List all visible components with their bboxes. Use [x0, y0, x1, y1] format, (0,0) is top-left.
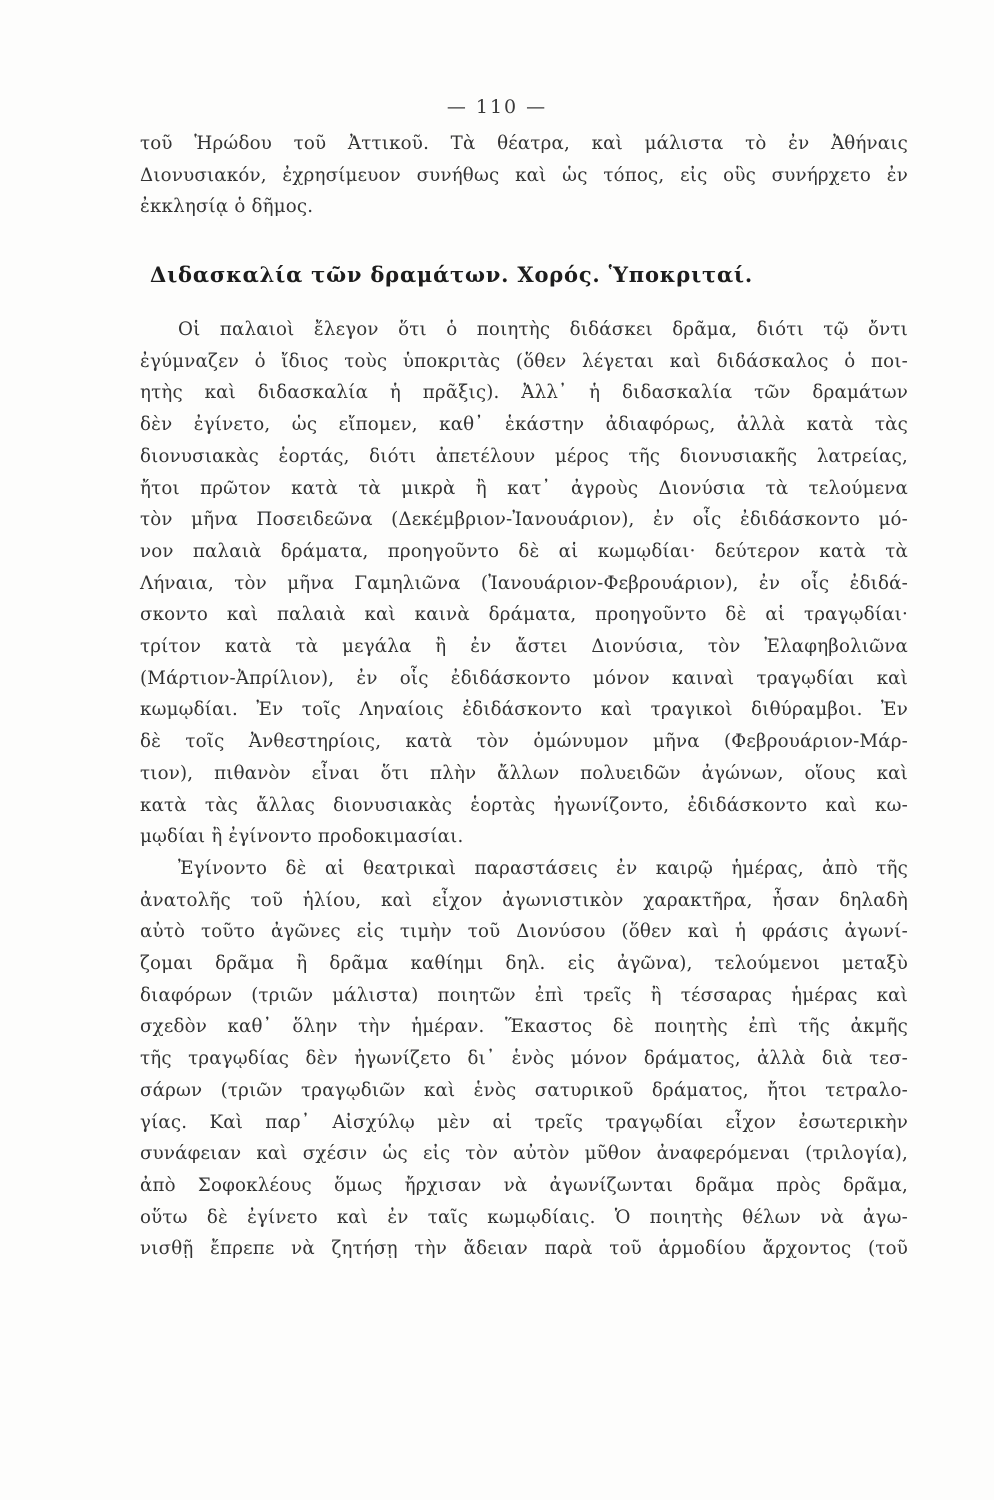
text-line: Οἱ παλαιοὶ ἔλεγον ὅτι ὁ ποιητὴς διδάσκει δρᾶμα, διότι τῷ ὄντι [178, 319, 908, 340]
text-line: τοῦ Ἡρώδου τοῦ Ἀττικοῦ. Τὰ θέατρα, καὶ μάλιστα τὸ ἐν Ἀθήναις [140, 133, 908, 154]
text-line: ἤτοι πρῶτον κατὰ τὰ μικρὰ ἢ κατ᾽ ἀγροὺς Διονύσια τὰ τελούμενα [140, 477, 908, 499]
main-text [140, 314, 908, 1265]
text-line: δὲ τοῖς Ἀνθεστηρίοις, κατὰ τὸν ὁμώνυμον μῆνα (Φεβρουάριον-Μάρ- [140, 731, 908, 753]
text-line: δὲν ἐγίνετο, ὡς εἴπομεν, καθ᾽ ἑκάστην ἀδιαφόρως, ἀλλὰ κατὰ τὰς [140, 414, 908, 436]
intro-paragraph [140, 128, 908, 223]
section-heading: Διδασκαλία τῶν δραμάτων. Χορός. Ὑποκριταί. [150, 262, 753, 287]
text-line: Ἐγίνοντο δὲ αἱ θεατρικαὶ παραστάσεις ἐν καιρῷ ἡμέρας, ἀπὸ τῆς [178, 857, 908, 879]
text-line: νισθῇ ἔπρεπε νὰ ζητήσῃ τὴν ἄδειαν παρὰ τοῦ ἁρμοδίου ἄρχοντος (τοῦ [140, 1238, 908, 1260]
text-line: τῆς τραγῳδίας δὲν ἠγωνίζετο δι᾽ ἑνὸς μόνον δράματος, ἀλλὰ διὰ τεσ- [140, 1048, 908, 1070]
text-line: τρίτον κατὰ τὰ μεγάλα ἢ ἐν ἄστει Διονύσια, τὸν Ἐλαφηβολιῶνα [140, 636, 908, 658]
text-line: κατὰ τὰς ἄλλας διονυσιακὰς ἑορτὰς ἠγωνίζοντο, ἐδιδάσκοντο καὶ κω- [140, 794, 908, 816]
text-line: τὸν μῆνα Ποσειδεῶνα (Δεκέμβριον-Ἰανουάριον), ἐν οἷς ἐδιδάσκοντο μό- [140, 509, 908, 531]
text-line: ἐγύμναζεν ὁ ἴδιος τοὺς ὑποκριτὰς (ὅθεν λέγεται καὶ διδάσκαλος ὁ ποι- [140, 350, 908, 372]
text-line: ἐκκλησίᾳ ὁ δῆμος. [140, 196, 314, 218]
text-line: γίας. Καὶ παρ᾽ Αἰσχύλῳ μὲν αἱ τρεῖς τραγῳδίαι εἶχον ἐσωτερικὴν [140, 1111, 908, 1133]
text-line: Διονυσιακόν, ἐχρησίμευον συνήθως καὶ ὡς τόπος, εἰς οὓς συνήρχετο ἐν [140, 164, 908, 186]
text-line: ζομαι δρᾶμα ἢ δρᾶμα καθίημι δηλ. εἰς ἀγῶνα), τελούμενοι μεταξὺ [140, 953, 908, 975]
text-line: τιον), πιθανὸν εἶναι ὅτι πλὴν ἄλλων πολυειδῶν ἀγώνων, οἵους καὶ [140, 762, 908, 784]
text-line: αὐτὸ τοῦτο ἀγῶνες εἰς τιμὴν τοῦ Διονύσου (ὅθεν καὶ ἡ φράσις ἀγωνί- [140, 921, 908, 943]
text-line: μῳδίαι ἢ ἐγίνοντο προδοκιμασίαι. [140, 826, 464, 848]
text-line: σάρων (τριῶν τραγῳδιῶν καὶ ἑνὸς σατυρικοῦ δράματος, ἤτοι τετραλο- [140, 1079, 908, 1101]
text-line: συνάφειαν καὶ σχέσιν ὡς εἰς τὸν αὐτὸν μῦθον ἀναφερόμεναι (τριλογία), [140, 1143, 908, 1165]
text-line: οὕτω δὲ ἐγίνετο καὶ ἐν ταῖς κωμῳδίαις. Ὁ ποιητὴς θέλων νὰ ἀγω- [140, 1206, 908, 1228]
text-line: Λήναια, τὸν μῆνα Γαμηλιῶνα (Ἰανουάριον-Φεβρουάριον), ἐν οἷς ἐδιδά- [140, 572, 908, 594]
text-line: νον παλαιὰ δράματα, προηγοῦντο δὲ αἱ κωμῳδίαι· δεύτερον κατὰ τὰ [140, 540, 908, 562]
text-line: ἀπὸ Σοφοκλέους ὅμως ἤρχισαν νὰ ἀγωνίζωνται δρᾶμα πρὸς δρᾶμα, [140, 1174, 908, 1196]
text-line: ἀνατολῆς τοῦ ἡλίου, καὶ εἶχον ἀγωνιστικὸν χαρακτῆρα, ἦσαν δηλαδὴ [140, 889, 908, 911]
text-line: σκοντο καὶ παλαιὰ καὶ καινὰ δράματα, προηγοῦντο δὲ αἱ τραγῳδίαι· [140, 604, 908, 626]
text-line: (Μάρτιον-Ἀπρίλιον), ἐν οἷς ἐδιδάσκοντο μόνον καιναὶ τραγῳδίαι καὶ [140, 667, 908, 689]
text-line: ητὴς καὶ διδασκαλία ἡ πρᾶξις). Ἀλλ᾽ ἡ διδασκαλία τῶν δραμάτων [140, 382, 908, 404]
text-line: σχεδὸν καθ᾽ ὅλην τὴν ἡμέραν. Ἕκαστος δὲ ποιητὴς ἐπὶ τῆς ἀκμῆς [140, 1016, 908, 1038]
text-line: διαφόρων (τριῶν μάλιστα) ποιητῶν ἐπὶ τρεῖς ἢ τέσσαρας ἡμέρας καὶ [140, 984, 908, 1006]
text-line: διονυσιακὰς ἑορτάς, διότι ἀπετέλουν μέρος τῆς διονυσιακῆς λατρείας, [140, 445, 908, 467]
page-number: — 110 — [446, 96, 548, 118]
text-line: κωμῳδίαι. Ἐν τοῖς Ληναίοις ἐδιδάσκοντο καὶ τραγικοὶ διθύραμβοι. Ἐν [140, 699, 908, 721]
